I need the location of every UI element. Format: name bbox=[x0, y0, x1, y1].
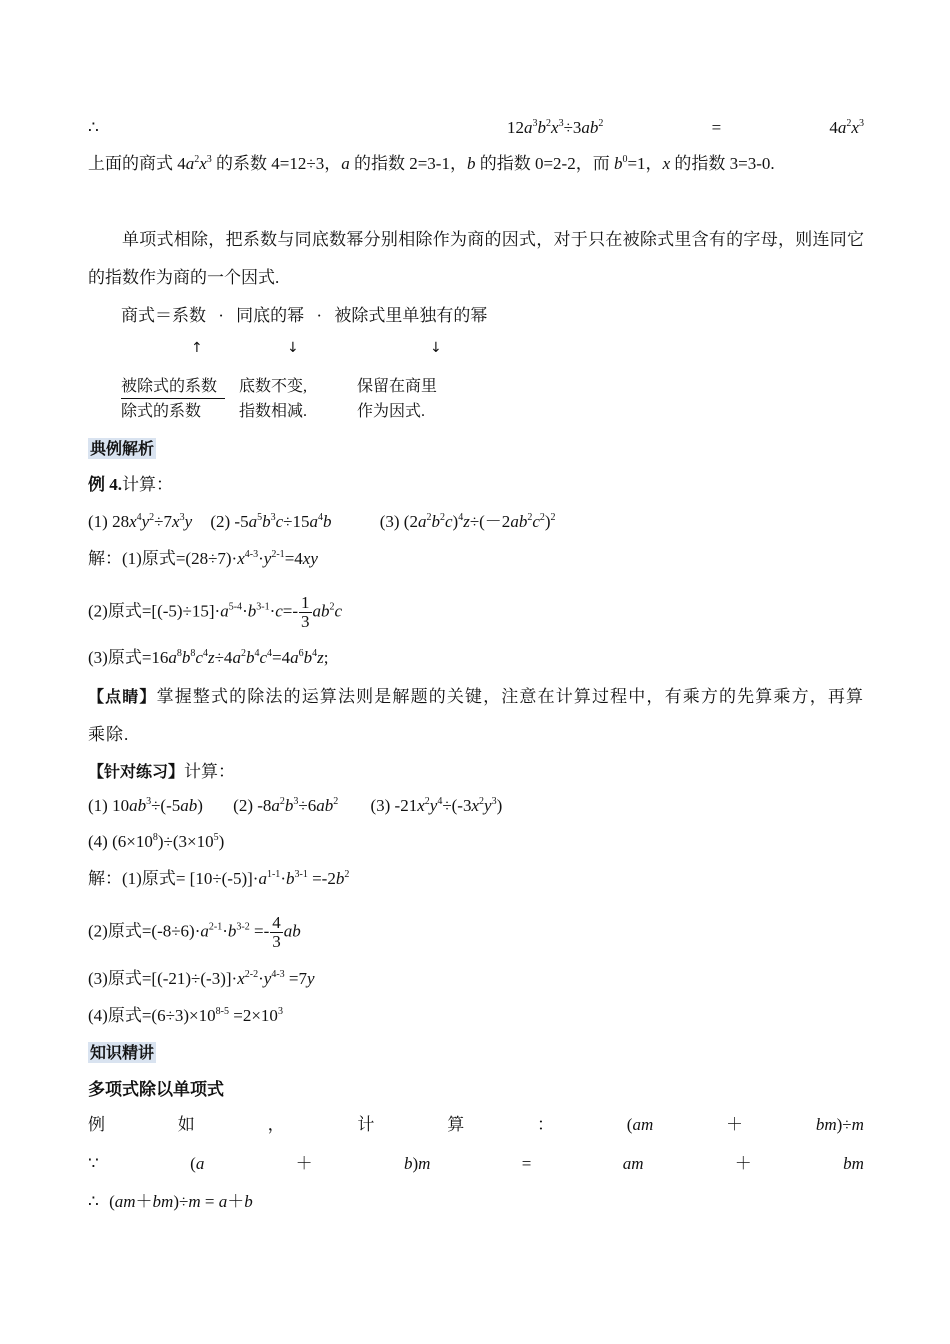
expr-a: (a bbox=[190, 1154, 205, 1173]
therefore-symbol: ∴ bbox=[88, 1192, 99, 1211]
formula-same-base: 同底的幂 bbox=[236, 306, 305, 325]
equals-sign: = bbox=[711, 118, 722, 137]
arrow-down-icon: ↓ bbox=[287, 340, 299, 356]
final-therefore-line bbox=[88, 1191, 253, 1213]
because-line bbox=[88, 1153, 864, 1175]
expr-bm-result: bm bbox=[843, 1154, 864, 1173]
poly-division-title: 多项式除以单项式 bbox=[88, 1080, 224, 1100]
final-expression: (am＋bm)÷m = a＋b bbox=[109, 1192, 253, 1211]
practice-problem-3: (3) $-21x^2y^4\div(-3x^2y^3)$ bbox=[370, 796, 503, 815]
line-therefore-equation bbox=[88, 117, 864, 139]
example-4-label: 例 4. bbox=[88, 475, 122, 494]
practice-solution-3: (3)原式$=[(-21)\div(-3)]\cdot x^{2-2}\cdot y^{4-3} =7y$ bbox=[88, 969, 315, 988]
word: 算 bbox=[447, 1115, 465, 1134]
ex4-problem-2: (2) $-5a^5b^3c\div 15a^4b$ bbox=[210, 512, 332, 531]
tip-paragraph bbox=[88, 678, 864, 754]
plus-sign: ＋ bbox=[295, 1154, 313, 1173]
plus-sign: ＋ bbox=[726, 1115, 744, 1134]
formula-unique: 被除式里单独有的幂 bbox=[334, 306, 488, 325]
equation-right: $4a^2x^3$ bbox=[829, 118, 864, 137]
practice-solution-4: (4)原式$=(6\div 3)\times 10^{8-5} =2\times 10^3$ bbox=[88, 1006, 283, 1025]
practice-label: 【针对练习】 bbox=[88, 762, 185, 781]
equation-left: $12a^3b^2x^3\div 3ab^2$ bbox=[507, 118, 604, 137]
expr-bm: b)m bbox=[403, 1154, 431, 1173]
formula-quotient: 商式＝系数 bbox=[121, 306, 206, 325]
fraction-one-third: $\frac{1}{3}$ bbox=[301, 593, 310, 631]
example-4-heading bbox=[88, 474, 173, 496]
equals-sign: = bbox=[521, 1154, 532, 1173]
expr-am-result: am bbox=[622, 1154, 644, 1173]
practice-solution-1: 解：(1)原式= $[10\div(-5)]\cdot a^{1-1}\cdot b^{3-1} =-2b^2$ bbox=[88, 869, 350, 888]
ex4-solution-2: (2)原式$=[(-5)\div 15]\cdot a^{5-4}\cdot b^{3-1}\cdot c=-$ $\frac{1}{3}$ $ab^2c$ bbox=[88, 593, 343, 631]
formula-dot-1: · bbox=[218, 306, 224, 325]
example-4-problems bbox=[88, 511, 556, 533]
practice-solution-2: (2)原式$=(-8\div 6)\cdot a^{2-1}\cdot b^{3-2}$ =- $\frac{4}{3}$ ab bbox=[88, 913, 301, 951]
formula-line bbox=[121, 305, 487, 327]
ex4-solution-1: 解：(1)原式$=(28\div 7)\cdot x^{4-3}\cdot y^{2-1}=4xy$ bbox=[88, 549, 318, 568]
expr-bm-div-m: bm)÷m bbox=[815, 1115, 864, 1134]
arrow-up-icon: ↑ bbox=[191, 340, 203, 356]
arrow-down-icon: ↓ bbox=[430, 340, 442, 356]
formula-dot-2: · bbox=[316, 306, 323, 325]
word: 如 bbox=[177, 1115, 195, 1134]
annotation-denominator: 除式的系数 bbox=[121, 403, 202, 420]
therefore-symbol: ∴ bbox=[88, 118, 99, 137]
practice-problem-1: (1) $10ab^3\div(-5ab)$ bbox=[88, 796, 203, 815]
practice-text: 计算： bbox=[184, 762, 236, 781]
example-4-text: 计算： bbox=[122, 475, 173, 494]
section-heading-examples: 典例解析 bbox=[90, 439, 155, 458]
practice-heading bbox=[88, 761, 235, 783]
word: 计 bbox=[357, 1115, 375, 1134]
because-symbol: ∵ bbox=[88, 1154, 99, 1173]
annotation-numerator: 被除式的系数 bbox=[121, 376, 225, 399]
practice-problem-4: (4) $(6\times 10^8)\div(3\times 10^5)$ bbox=[88, 832, 225, 851]
annotation-base-unchanged: 底数不变, bbox=[239, 378, 308, 395]
word: 例 bbox=[88, 1115, 105, 1134]
ex4-problem-1: (1) $28x^4y^2\div 7x^3y$ bbox=[88, 512, 193, 531]
plus-sign: ＋ bbox=[734, 1154, 752, 1173]
tip-label: 【点睛】 bbox=[88, 687, 157, 706]
tip-text: 掌握整式的除法的运算法则是解题的关键，注意在计算过程中，有乘方的先算乘方，再算乘除. bbox=[88, 687, 864, 744]
annotation-exponent-subtract: 指数相减. bbox=[239, 403, 308, 420]
poly-example-line bbox=[88, 1114, 864, 1136]
practice-problems-row-1 bbox=[88, 795, 502, 817]
coefficient-explanation: 上面的商式 $4a^2x^3$ 的系数 4=12÷3，a 的指数 2=3-1，b 的指数 0=2-2，而 $b^0=1$，x 的指数 3=3-0. bbox=[88, 154, 775, 173]
practice-problem-2: (2) $-8a^2b^3\div 6ab^2$ bbox=[233, 796, 339, 815]
rule-paragraph: 单项式相除，把系数与同底数幂分别相除作为商的因式，对于只在被除式里含有的字母，则连同它的指数作为商的一个因式. bbox=[88, 230, 864, 287]
word: ： bbox=[536, 1115, 554, 1134]
ex4-problem-3: (3) $(2a^2b^2c)^4z\div(-2ab^2c^2)^2$ bbox=[379, 512, 556, 531]
annotation-keep: 保留在商里 bbox=[357, 378, 438, 395]
annotation-as-factor: 作为因式. bbox=[357, 403, 426, 420]
fraction-four-thirds: $\frac{4}{3}$ bbox=[272, 913, 281, 951]
expr-am: (am bbox=[626, 1115, 654, 1134]
word: ， bbox=[267, 1115, 285, 1134]
ex4-solution-3: (3)原式$=16a^8b^8c^4z\div 4a^2b^4c^4=4a^6b^4z$; bbox=[88, 648, 329, 667]
section-heading-knowledge: 知识精讲 bbox=[90, 1043, 155, 1062]
